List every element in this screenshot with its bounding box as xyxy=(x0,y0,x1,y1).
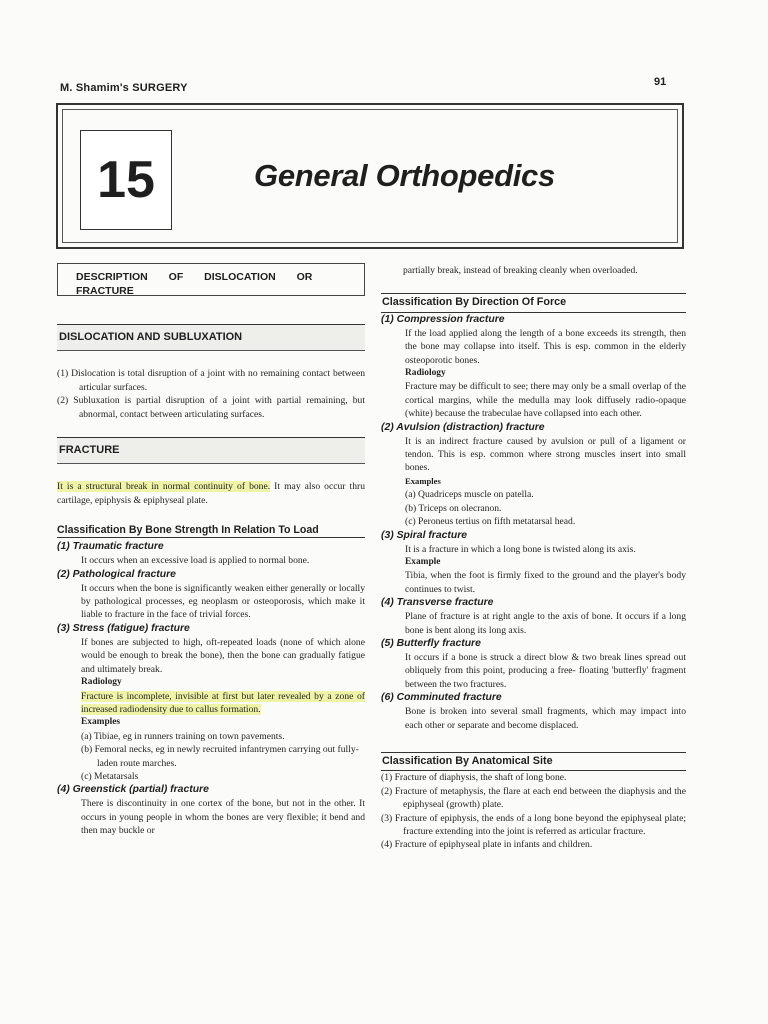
stress-radiology-text: Fracture is incomplete, invisible at first but later revealed by a zone of increased radiodensity due to callus formation. xyxy=(81,690,365,715)
list-item: (b) Femoral necks, eg in newly recruited infantrymen carrying out fully-laden route marches. xyxy=(81,744,359,769)
classification-anatomical-heading: Classification By Anatomical Site xyxy=(381,752,686,771)
spiral-example-label: Example xyxy=(405,556,441,567)
avulsion-fracture-title: (2) Avulsion (distraction) fracture xyxy=(381,421,545,433)
avulsion-examples-list xyxy=(381,488,686,528)
traumatic-fracture-text: It occurs when an excessive load is applied to normal bone. xyxy=(81,555,310,567)
running-header-book: M. Shamim's SURGERY xyxy=(60,82,188,94)
greenstick-fracture-title: (4) Greenstick (partial) fracture xyxy=(57,784,209,796)
compression-fracture-title: (1) Compression fracture xyxy=(381,313,505,325)
fracture-definition-rest: It may also occur thru cartilage, epiphysis & epiphyseal plate. xyxy=(57,481,365,506)
stress-fracture-title: (3) Stress (fatigue) fracture xyxy=(57,622,190,634)
anatomical-list xyxy=(381,771,686,851)
classification-direction-heading: Classification By Direction Of Force xyxy=(381,293,686,312)
stress-examples-label: Examples xyxy=(81,717,121,728)
compression-radiology-text: Fracture may be difficult to see; there may only be a small overlap of the cortical margins, while the medulla may look diffusely radio-opaque (white) because the trabeculae have collapsed into each other. xyxy=(405,381,686,420)
description-box xyxy=(57,263,365,296)
fracture-heading: FRACTURE xyxy=(57,437,365,464)
fracture-definition-highlight: It is a structural break in normal continuity of bone. xyxy=(57,481,271,493)
compression-radiology-label: Radiology xyxy=(405,368,446,379)
butterfly-fracture-title: (5) Butterfly fracture xyxy=(381,637,481,649)
dislocation-heading: DISLOCATION AND SUBLUXATION xyxy=(57,324,365,351)
avulsion-examples-label: Examples xyxy=(405,475,441,486)
traumatic-fracture-title: (1) Traumatic fracture xyxy=(57,541,164,553)
spiral-fracture-title: (3) Spiral fracture xyxy=(381,529,468,541)
right-column xyxy=(381,264,686,852)
fracture-definition xyxy=(57,480,365,507)
list-item: (c) Peroneus tertius on fifth metatarsal head. xyxy=(405,516,576,528)
comminuted-fracture-text: Bone is broken into several small fragments, which may impact into each other or separate and become displaced. xyxy=(405,706,686,731)
list-item: (1) Fracture of diaphysis, the shaft of long bone. xyxy=(381,772,567,784)
stress-radiology-label: Radiology xyxy=(81,677,122,688)
continued-text: partially break, instead of breaking cleanly when overloaded. xyxy=(403,265,638,276)
stress-examples-list xyxy=(57,730,365,784)
list-item: (3) Fracture of epiphysis, the ends of a long bone beyond the epiphyseal plate; fracture extending into the joint is referred as articular fracture. xyxy=(381,812,686,837)
spiral-example-text: Tibia, when the foot is firmly fixed to the ground and the player's body continues to twist. xyxy=(405,570,686,595)
butterfly-fracture-text: It occurs if a bone is struck a direct blow & two break lines spread out obliquely from this point, producing a free- floating 'butterfly' fragment between the two fractures. xyxy=(405,651,686,690)
transverse-fracture-text: Plane of fracture is at right angle to the axis of bone. It occurs if a long bone is bent along its long axis. xyxy=(405,611,686,636)
spiral-fracture-text: It is a fracture in which a long bone is twisted along its axis. xyxy=(405,543,636,555)
dislocation-list xyxy=(57,367,365,421)
greenstick-fracture-text: There is discontinuity in one cortex of the bone, but not in the other. It occurs in young people in whom the bones are very flexible; it bend and then may buckle or xyxy=(81,798,365,837)
chapter-number: 15 xyxy=(80,130,172,230)
pathological-fracture-text: It occurs when the bone is significantly weaken either generally or locally by pathological processes, eg neoplasm or osteoporosis, which make it liable to fracture in the face of trivial forces. xyxy=(81,582,365,621)
left-column xyxy=(57,263,365,838)
description-box-line-1: DESCRIPTION OF DISLOCATION OR xyxy=(76,271,313,283)
compression-fracture-text: If the load applied along the length of a bone exceeds its strength, then the bone may collapse into itself. This is esp. common in the elderly osteoporotic bones. xyxy=(405,327,686,366)
chapter-title: General Orthopedics xyxy=(254,158,555,193)
list-item: (2) Subluxation is partial disruption of a joint with partial remaining, but abnormal, contact between articulating surfaces. xyxy=(57,395,365,420)
list-item: (2) Fracture of metaphysis, the flare at each end between the diaphysis and the epiphyseal (growth) plate. xyxy=(381,785,686,811)
pathological-fracture-title: (2) Pathological fracture xyxy=(57,568,176,580)
avulsion-fracture-text: It is an indirect fracture caused by avulsion or pull of a ligament or tendon. This is esp. common where strong muscles insert into small bones. xyxy=(405,435,686,474)
list-item: (a) Tibiae, eg in runners training on town pavements. xyxy=(81,730,285,742)
transverse-fracture-title: (4) Transverse fracture xyxy=(381,597,494,609)
comminuted-fracture-title: (6) Comminuted fracture xyxy=(381,692,502,704)
description-box-line-2: FRACTURE xyxy=(76,285,134,297)
list-item: (4) Fracture of epiphyseal plate in infants and children. xyxy=(381,839,593,851)
page-number: 91 xyxy=(654,76,667,88)
list-item: (c) Metatarsals xyxy=(81,770,139,782)
list-item: (b) Triceps on olecranon. xyxy=(405,502,502,514)
list-item: (1) Dislocation is total disruption of a joint with no remaining contact between articular surfaces. xyxy=(57,368,365,393)
list-item: (a) Quadriceps muscle on patella. xyxy=(405,489,534,501)
stress-fracture-text: If bones are subjected to high, oft-repeated loads (none of which alone would be enough to break the bone), then the bone can gradually fatigue and ultimately break. xyxy=(81,636,365,675)
classification-strength-heading: Classification By Bone Strength In Relation To Load xyxy=(57,523,365,538)
